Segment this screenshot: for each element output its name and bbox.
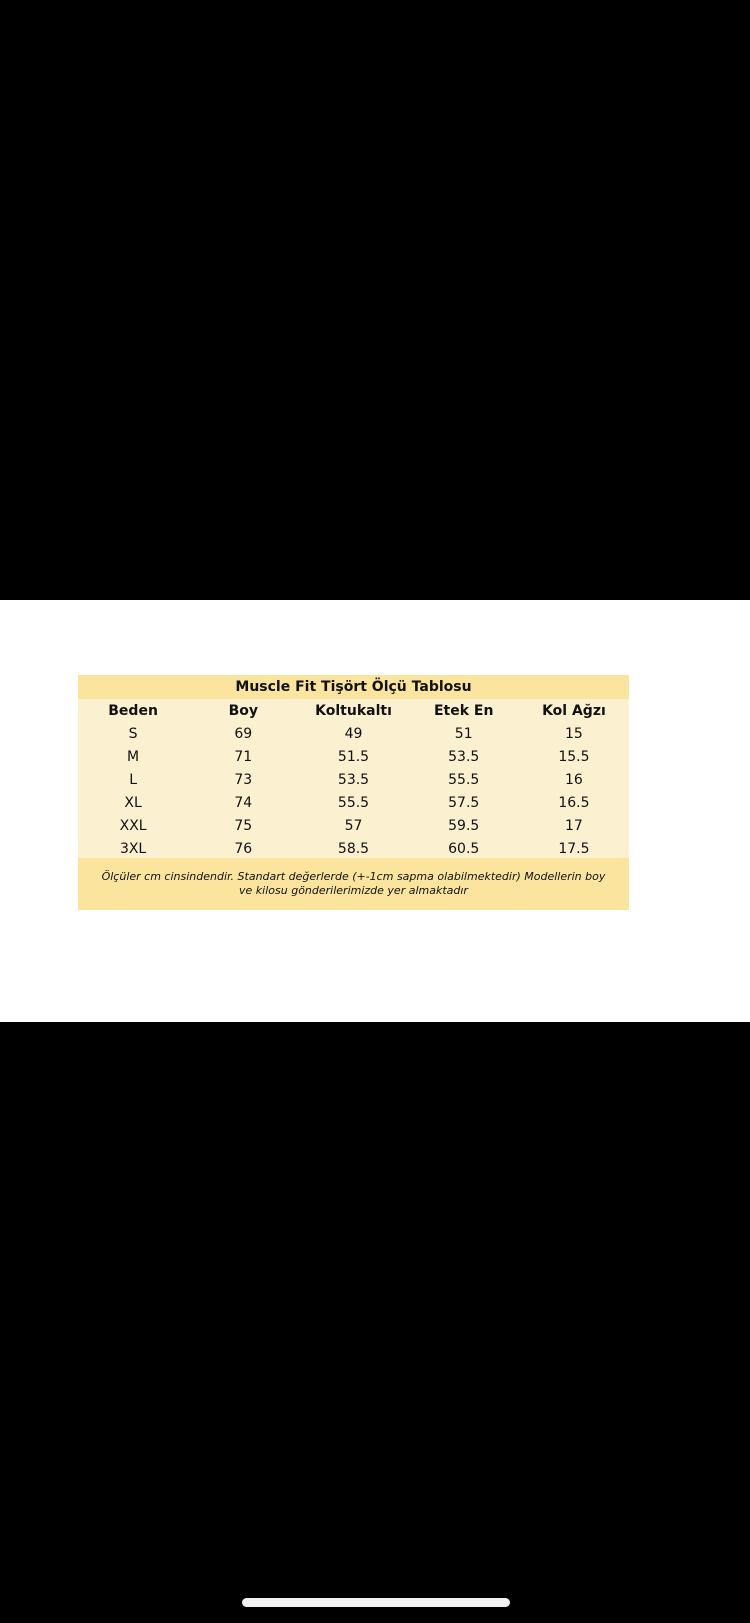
table-row xyxy=(78,791,629,814)
table-cell: 74 xyxy=(234,794,253,811)
table-cell: 73 xyxy=(234,771,253,788)
table-cell: XL xyxy=(124,794,142,811)
table-cell: M xyxy=(127,748,140,765)
table-cell: 16 xyxy=(565,771,583,788)
header-cell: Kol Ağzı xyxy=(542,702,606,719)
table-cell: 53.5 xyxy=(337,771,370,788)
header-cell: Boy xyxy=(228,702,259,719)
table-cell: 3XL xyxy=(119,840,147,857)
table-cell: 55.5 xyxy=(337,794,370,811)
table-cell: XXL xyxy=(119,817,147,834)
header-cell: Etek En xyxy=(433,702,494,719)
table-cell: 57 xyxy=(344,817,363,834)
size-table xyxy=(78,675,629,910)
table-cell: L xyxy=(129,771,137,788)
table-cell: 51 xyxy=(454,725,473,742)
size-chart-image[interactable] xyxy=(0,600,750,1022)
table-row xyxy=(78,745,629,768)
home-indicator[interactable] xyxy=(242,1598,510,1607)
header-cell: Beden xyxy=(108,702,158,719)
table-cell: 59.5 xyxy=(448,817,480,834)
table-header-row xyxy=(78,699,629,722)
table-cell: S xyxy=(128,725,138,742)
table-cell: 58.5 xyxy=(337,840,370,857)
table-row xyxy=(78,837,629,860)
table-cell: 17 xyxy=(565,817,583,834)
table-row xyxy=(78,722,629,745)
table-row xyxy=(78,814,629,837)
table-title: Muscle Fit Tişört Ölçü Tablosu xyxy=(78,675,629,699)
table-cell: 16.5 xyxy=(558,794,590,811)
table-cell: 51.5 xyxy=(337,748,370,765)
table-cell: 75 xyxy=(234,817,253,834)
table-cell: 55.5 xyxy=(448,771,480,788)
table-cell: 57.5 xyxy=(448,794,480,811)
table-cell: 17.5 xyxy=(558,840,590,857)
table-cell: 15 xyxy=(565,725,583,742)
table-cell: 71 xyxy=(234,748,253,765)
table-cell: 76 xyxy=(234,840,253,857)
header-cell: Koltukaltı xyxy=(315,702,392,719)
table-cell: 49 xyxy=(344,725,363,742)
measurement-note: Ölçüler cm cinsindendir. Standart değerlerde (+-1cm sapma olabilmektedir) Modellerin boy ve kilosu gönderilerimizde yer almaktadır xyxy=(78,858,629,910)
table-cell: 60.5 xyxy=(448,840,480,857)
table-cell: 69 xyxy=(234,725,253,742)
table-cell: 53.5 xyxy=(448,748,480,765)
table-row xyxy=(78,768,629,791)
table-cell: 15.5 xyxy=(558,748,590,765)
